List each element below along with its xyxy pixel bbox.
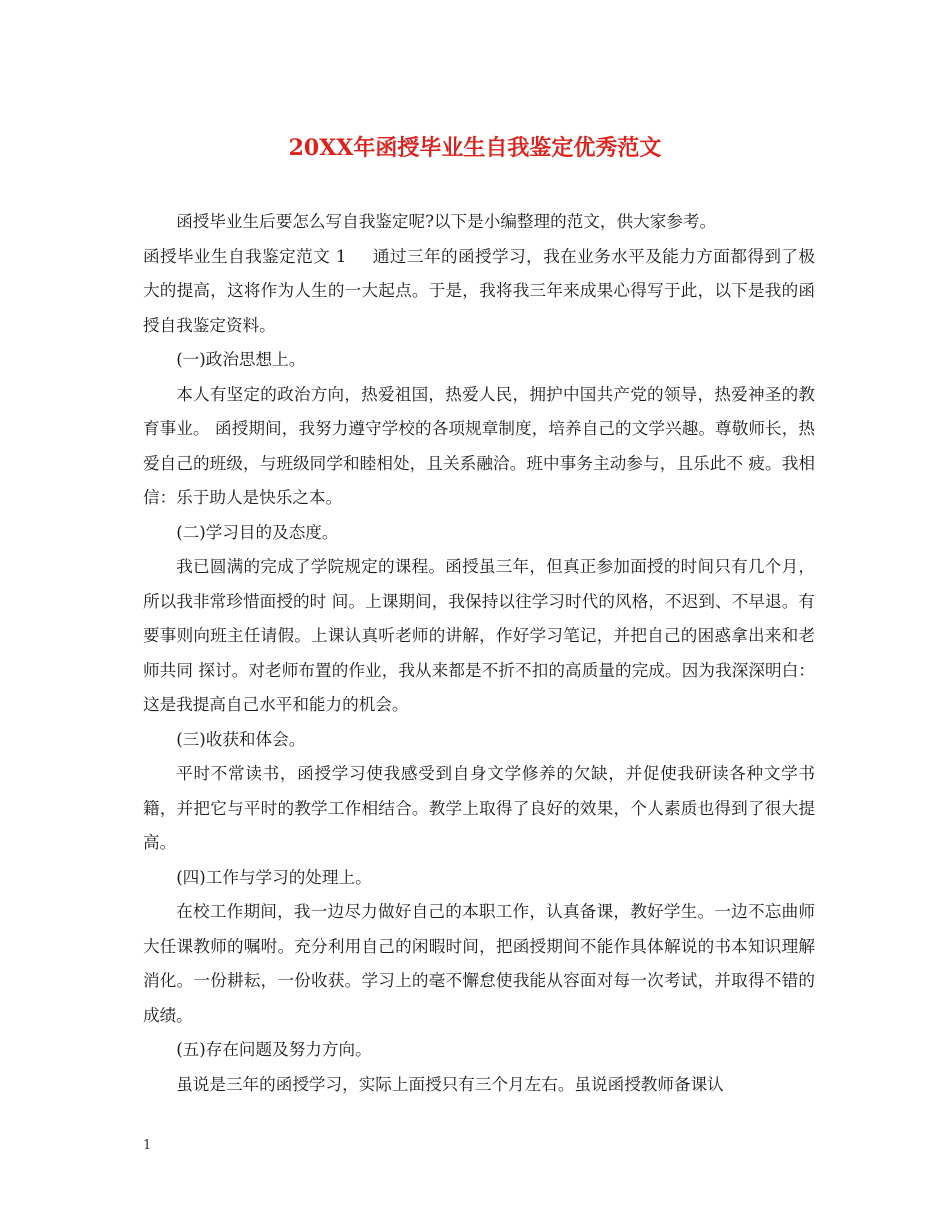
document-body (143, 205, 815, 1102)
sample-paragraph (143, 240, 815, 344)
page-number: 1 (143, 1138, 152, 1153)
body-paragraph: 在校工作期间，我一边尽力做好自己的本职工作，认真备课，教好学生。一边不忘曲师大任课教师的嘱咐。充分利用自己的闲暇时间，把函授期间不能作具体解说的书本知识理解消化。一份耕耘，一份收获。学习上的毫不懈怠使我能从容面对每一次考试，并取得不错的成绩。 (143, 902, 815, 1025)
section-heading: (四)工作与学习的处理上。 (176, 867, 372, 887)
section-heading: (一)政治思想上。 (176, 350, 306, 369)
section-heading: (五)存在问题及努力方向。 (176, 1040, 372, 1059)
document-title: 20XX年函授毕业生自我鉴定优秀范文 (288, 135, 662, 161)
body-paragraph: 虽说是三年的函授学习，实际上面授只有三个月左右。虽说函授教师备课认 (176, 1074, 724, 1094)
body-paragraph: 本人有坚定的政治方向，热爱祖国，热爱人民，拥护中国共产党的领导，热爱神圣的教育事业。 函授期间，我努力遵守学校的各项规章制度，培养自己的文学兴趣。尊敬师长，热爱自己的班级，与班级同学和睦相处，且关系融洽。班中事务主动参与，且乐此不 疲。我相信：乐于助人是快乐之本。 (143, 384, 815, 507)
sample-text: 通过三年的函授学习，我在业务水平及能力方面都得到了极大的提高，这将作为人生的一大起点。于是，我将我三年来成果心得写于此，以下是我的函授自我鉴定资料。 (143, 246, 815, 335)
section-heading: (二)学习目的及态度。 (176, 522, 339, 542)
section-heading: (三)收获和体会。 (176, 729, 306, 749)
intro-paragraph: 函授毕业生后要怎么写自我鉴定呢?以下是小编整理的范文，供大家参考。 (176, 212, 717, 231)
body-paragraph: 平时不常读书，函授学习使我感受到自身文学修养的欠缺，并促使我研读各种文学书籍，并把它与平时的教学工作相结合。教学上取得了良好的效果，个人素质也得到了很大提高。 (143, 764, 815, 852)
body-paragraph: 我已圆满的完成了学院规定的课程。函授虽三年，但真正参加面授的时间只有几个月，所以我非常珍惜面授的时 间。上课期间，我保持以往学习时代的风格，不迟到、不早退。有要事则向班主任请假。上课认真听老师的讲解，作好学习笔记，并把自己的困惑拿出来和老师共同 探讨。对老师布置的作业，我从来都是不折不扣的高质量的完成。因为我深深明白：这是我提高自己水平和能力的机会。 (143, 557, 815, 714)
sample-label: 函授毕业生自我鉴定范文 1 (143, 246, 347, 266)
